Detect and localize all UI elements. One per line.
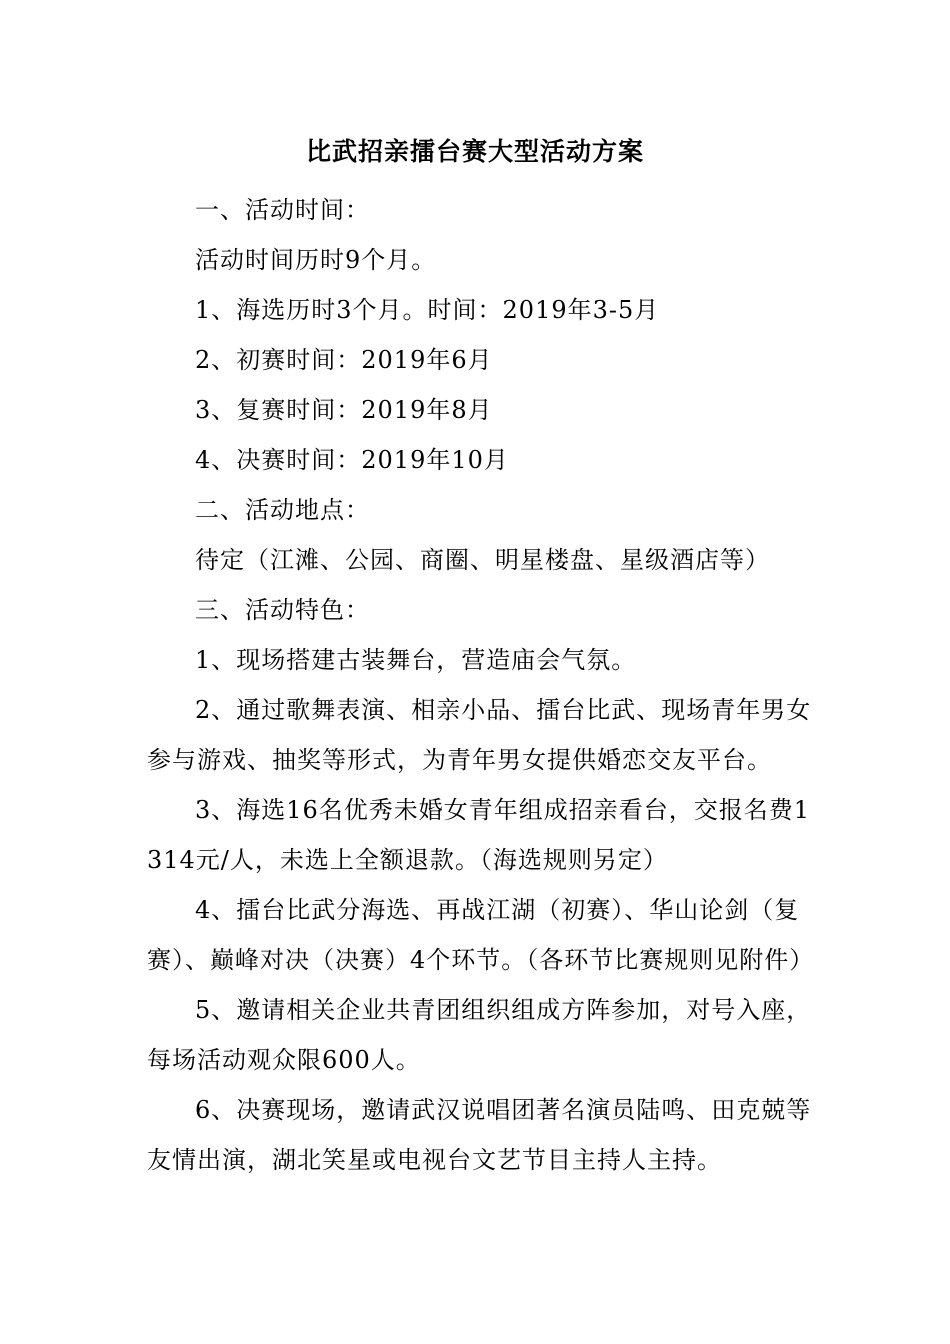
list-item-preliminary: 2、初赛时间：2019年6月 <box>195 346 493 374</box>
paragraph-duration: 活动时间历时9个月。 <box>195 246 437 274</box>
section-heading-features: 三、活动特色： <box>195 596 370 624</box>
list-item-feature-6: 6、决赛现场，邀请武汉说唱团著名演员陆鸣、田克兢等友情出演，湖北笑星或电视台文艺节目主持人主持。 <box>147 1096 812 1174</box>
list-item-feature-2: 2、通过歌舞表演、相亲小品、擂台比武、现场青年男女参与游戏、抽奖等形式，为青年男女提供婚恋交友平台。 <box>147 696 812 774</box>
list-item-feature-3: 3、海选16名优秀未婚女青年组成招亲看台，交报名费1314元/人，未选上全额退款。（海选规则另定） <box>147 796 811 874</box>
section-heading-time: 一、活动时间： <box>195 196 370 224</box>
list-item-feature-1: 1、现场搭建古装舞台，营造庙会气氛。 <box>195 646 637 674</box>
list-item-semifinal: 3、复赛时间：2019年8月 <box>195 396 493 424</box>
list-item-final: 4、决赛时间：2019年10月 <box>195 446 509 474</box>
section-heading-location: 二、活动地点： <box>195 496 370 524</box>
document-body <box>147 185 815 1185</box>
document-title: 比武招亲擂台赛大型活动方案 <box>305 137 644 166</box>
paragraph-location: 待定（江滩、公园、商圈、明星楼盘、星级酒店等） <box>195 546 770 574</box>
list-item-audition: 1、海选历时3个月。时间：2019年3-5月 <box>195 296 660 324</box>
list-item-feature-4: 4、擂台比武分海选、再战江湖（初赛）、华山论剑（复赛）、巅峰对决（决赛）4个环节。（各环节比赛规则见附件） <box>147 896 815 974</box>
list-item-feature-5: 5、邀请相关企业共青团组织组成方阵参加，对号入座，每场活动观众限600人。 <box>147 996 812 1074</box>
